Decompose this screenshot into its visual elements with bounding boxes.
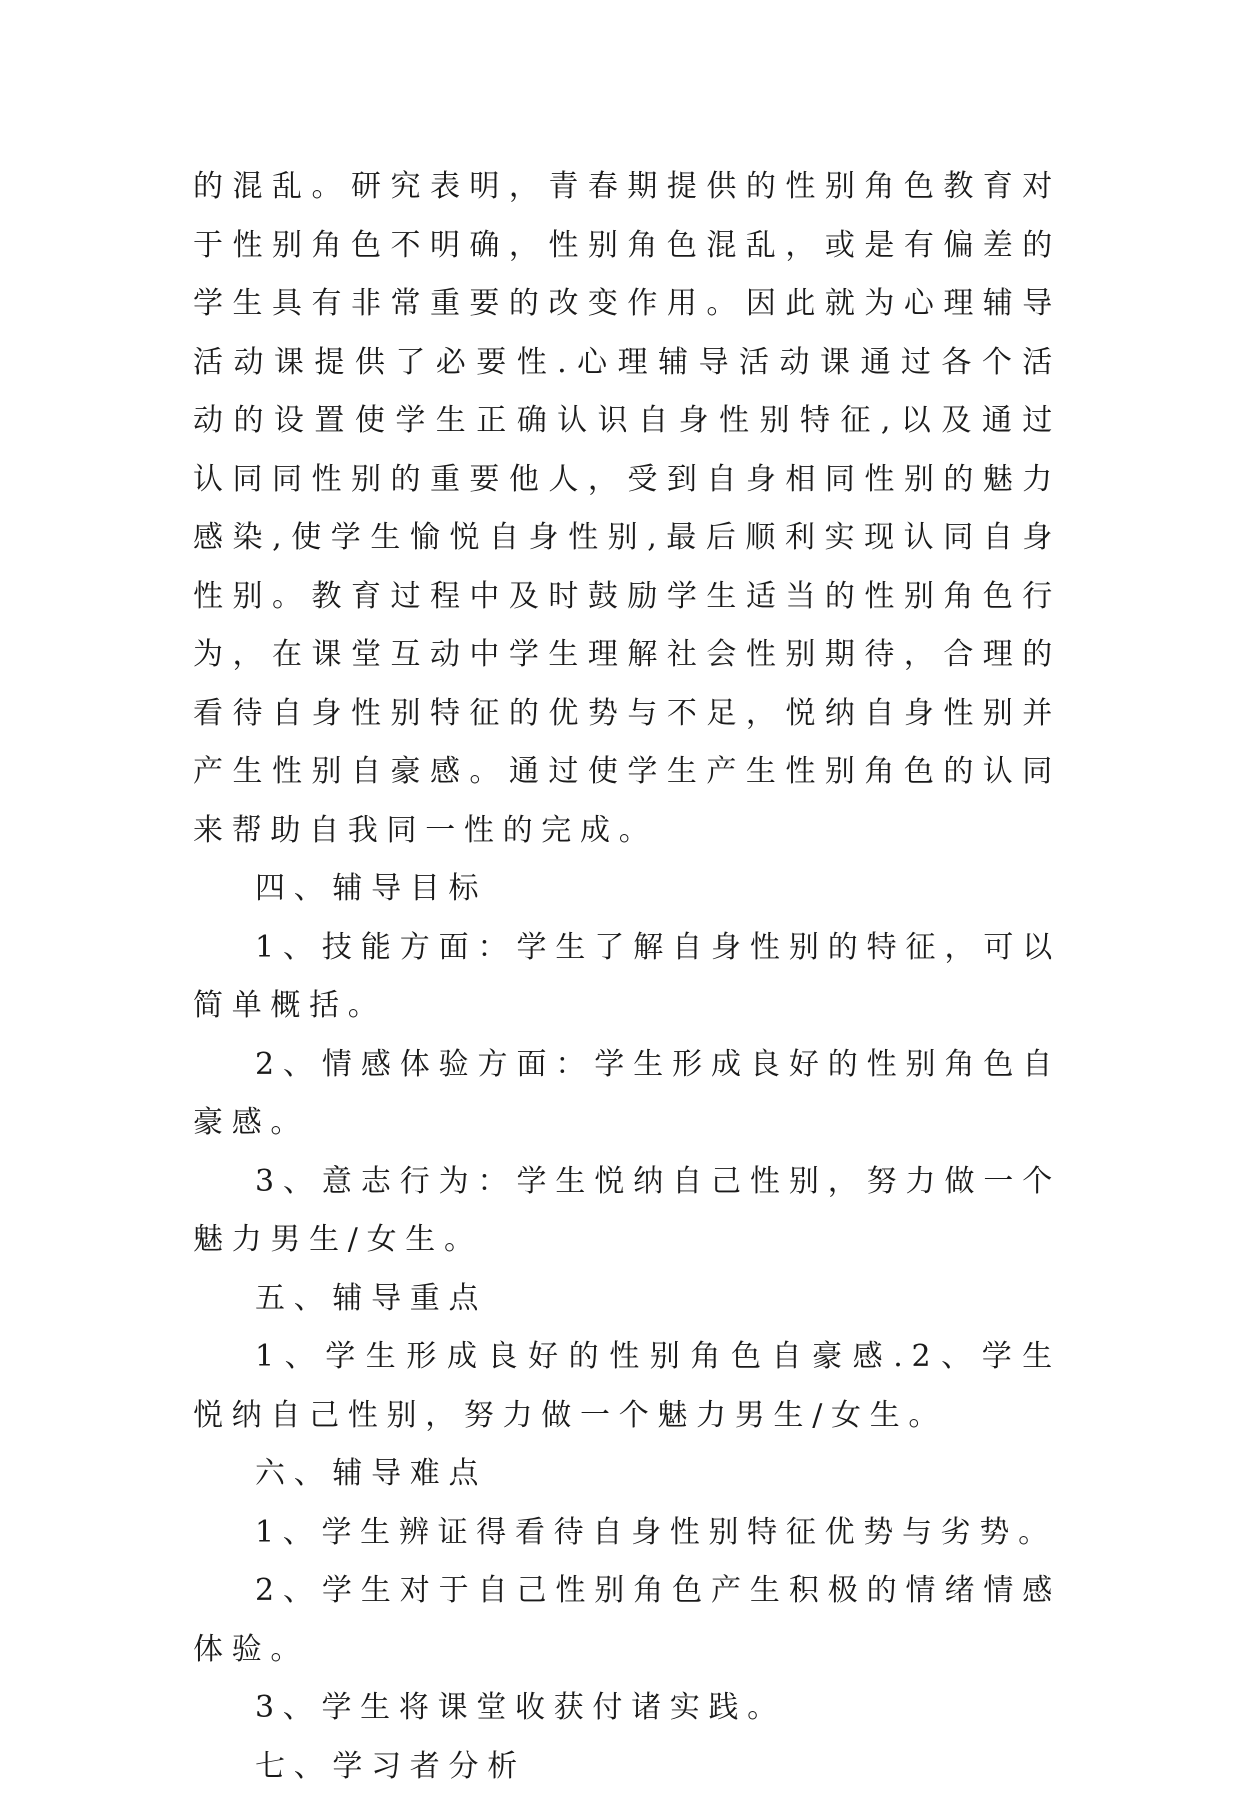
heading-guidance-goals: 四、辅导目标 [193, 860, 1061, 919]
goal-item-emotion: 2、情感体验方面：学生形成良好的性别角色自豪感。 [193, 1036, 1061, 1153]
key-point-item: 1、学生形成良好的性别角色自豪感.2、学生悦纳自己性别，努力做一个魅力男生/女生。 [193, 1328, 1061, 1445]
heading-guidance-difficulties: 六、辅导难点 [193, 1445, 1061, 1504]
document-body [193, 158, 1061, 1796]
heading-learner-analysis: 七、学习者分析 [193, 1738, 1061, 1796]
difficulty-item-2: 2、学生对于自己性别角色产生积极的情绪情感体验。 [193, 1562, 1061, 1679]
heading-guidance-key-points: 五、辅导重点 [193, 1270, 1061, 1329]
goal-item-skills: 1、技能方面：学生了解自身性别的特征，可以简单概括。 [193, 919, 1061, 1036]
difficulty-item-3: 3、学生将课堂收获付诸实践。 [193, 1679, 1061, 1738]
goal-item-will: 3、意志行为：学生悦纳自己性别，努力做一个魅力男生/女生。 [193, 1153, 1061, 1270]
difficulty-item-1: 1、学生辨证得看待自身性别特征优势与劣势。 [193, 1504, 1061, 1563]
intro-paragraph: 的混乱。研究表明，青春期提供的性别角色教育对于性别角色不明确，性别角色混乱，或是有偏差的学生具有非常重要的改变作用。因此就为心理辅导活动课提供了必要性.心理辅导活动课通过各个活动的设置使学生正确认识自身性别特征,以及通过认同同性别的重要他人，受到自身相同性别的魅力感染,使学生愉悦自身性别,最后顺利实现认同自身性别。教育过程中及时鼓励学生适当的性别角色行为，在课堂互动中学生理解社会性别期待，合理的看待自身性别特征的优势与不足，悦纳自身性别并产生性别自豪感。通过使学生产生性别角色的认同来帮助自我同一性的完成。 [193, 158, 1061, 860]
